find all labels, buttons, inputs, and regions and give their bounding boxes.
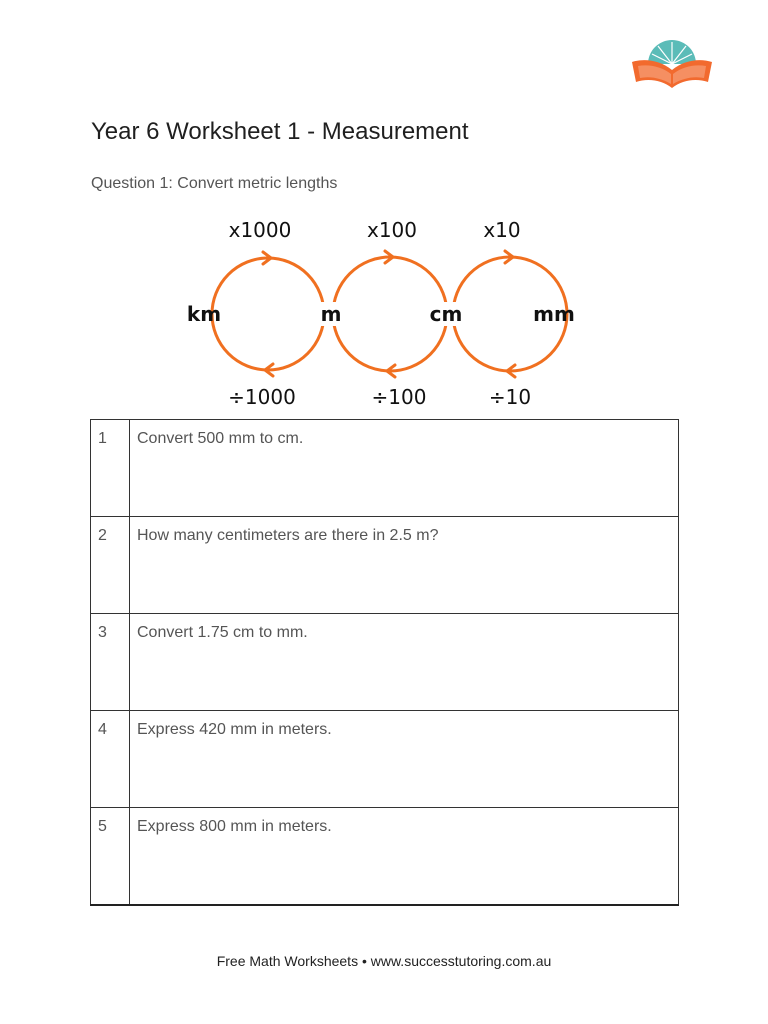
question-text[interactable]: Express 800 mm in meters. xyxy=(130,808,679,905)
multiply-label: x10 xyxy=(483,218,521,242)
worksheet-title: Year 6 Worksheet 1 - Measurement xyxy=(91,118,469,145)
table-row xyxy=(91,711,679,808)
divide-label: ÷100 xyxy=(371,385,427,409)
open-book-logo-icon xyxy=(628,34,716,94)
unit-label-cm: cm xyxy=(429,302,463,326)
question-text[interactable]: Convert 1.75 cm to mm. xyxy=(130,614,679,711)
table-row xyxy=(91,420,679,517)
question-text[interactable]: Convert 500 mm to cm. xyxy=(130,420,679,517)
unit-label-m: m xyxy=(320,302,342,326)
question-number: 4 xyxy=(91,711,130,808)
multiply-label: x1000 xyxy=(228,218,292,242)
divide-label: ÷1000 xyxy=(228,385,296,409)
question-heading: Question 1: Convert metric lengths xyxy=(91,175,338,192)
question-number: 2 xyxy=(91,517,130,614)
question-text[interactable]: How many centimeters are there in 2.5 m? xyxy=(130,517,679,614)
table-row xyxy=(91,517,679,614)
metric-conversion-diagram xyxy=(170,210,600,415)
page-footer: Free Math Worksheets • www.successtutoring.com.au xyxy=(216,953,552,969)
divide-label: ÷10 xyxy=(488,385,532,409)
table-row xyxy=(91,808,679,905)
questions-table xyxy=(90,419,679,906)
unit-label-mm: mm xyxy=(533,302,575,326)
table-row xyxy=(91,614,679,711)
question-text[interactable]: Express 420 mm in meters. xyxy=(130,711,679,808)
multiply-label: x100 xyxy=(366,218,418,242)
question-number: 1 xyxy=(91,420,130,517)
unit-label-km: km xyxy=(186,302,222,326)
question-number: 5 xyxy=(91,808,130,905)
question-number: 3 xyxy=(91,614,130,711)
conversion-loop-km-m xyxy=(212,258,324,370)
